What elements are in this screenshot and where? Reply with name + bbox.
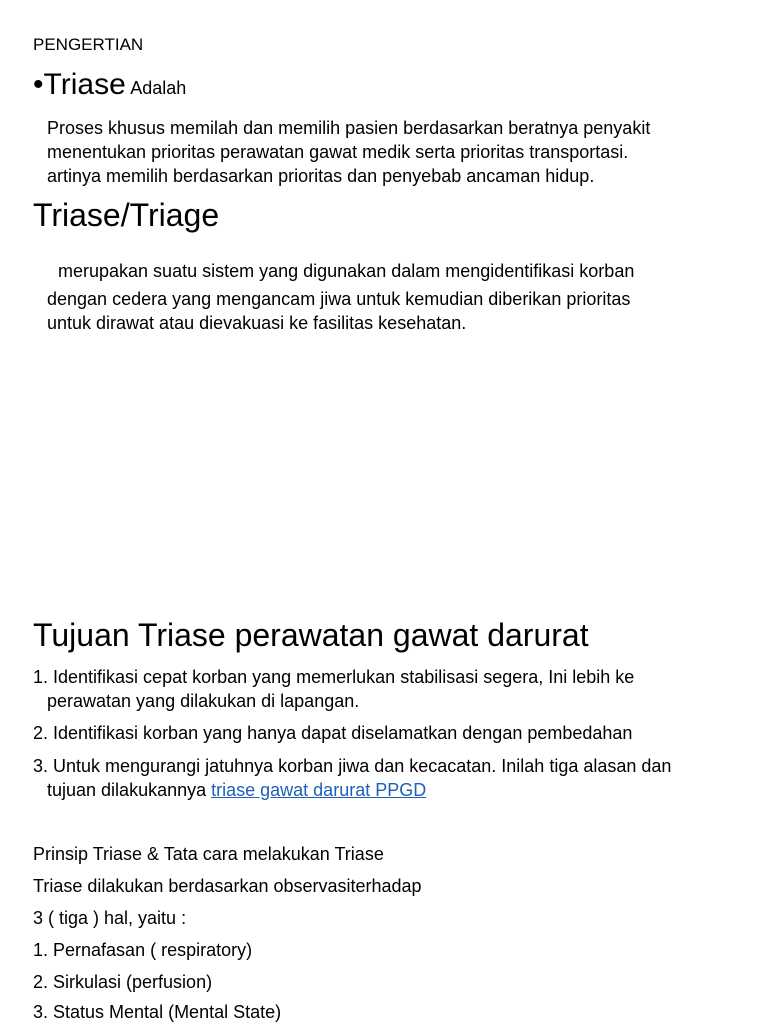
tujuan-item-3-line-2 — [47, 780, 426, 801]
tujuan-item-1-line-2: perawatan yang dilakukan di lapangan. — [47, 691, 360, 711]
tujuan-item-3-line-1: 3. Untuk mengurangi jatuhnya korban jiwa dan kecacatan. Inilah tiga alasan dan — [33, 756, 672, 776]
prinsip-title: Prinsip Triase & Tata cara melakukan Triase — [33, 844, 384, 864]
definition-line-3: artinya memilih berdasarkan prioritas dan penyebab ancaman hidup. — [47, 166, 595, 186]
bullet-icon: • — [33, 68, 44, 101]
tujuan-heading: Tujuan Triase perawatan gawat darurat — [33, 617, 589, 653]
triage-line-1: merupakan suatu sistem yang digunakan dalam mengidentifikasi korban — [58, 261, 635, 281]
triage-line-2: dengan cedera yang mengancam jiwa untuk kemudian diberikan prioritas — [47, 289, 631, 309]
tujuan-item-2: 2. Identifikasi korban yang hanya dapat diselamatkan dengan pembedahan — [33, 723, 633, 743]
prinsip-line-1: Triase dilakukan berdasarkan observasiterhadap — [33, 876, 422, 896]
definition-term: Triase — [43, 68, 126, 101]
triage-line-3: untuk dirawat atau dievakuasi ke fasilitas kesehatan. — [47, 313, 467, 333]
prinsip-item-3: 3. Status Mental (Mental State) — [33, 1002, 282, 1022]
prinsip-item-1: 1. Pernafasan ( respiratory) — [33, 940, 253, 960]
tujuan-item-3-prefix: tujuan dilakukannya — [47, 780, 212, 800]
triage-heading: Triase/Triage — [33, 197, 220, 233]
triase-ppgd-link[interactable]: triase gawat darurat PPGD — [211, 780, 427, 800]
tujuan-item-1-line-1: 1. Identifikasi cepat korban yang memerlukan stabilisasi segera, Ini lebih ke — [33, 667, 635, 687]
definition-line-2: menentukan prioritas perawatan gawat medik serta prioritas transportasi. — [47, 142, 629, 162]
prinsip-item-2: 2. Sirkulasi (perfusion) — [33, 972, 213, 992]
header-label: PENGERTIAN — [33, 35, 144, 54]
definition-line-1: Proses khusus memilah dan memilih pasien berdasarkan beratnya penyakit — [47, 118, 651, 138]
prinsip-line-2: 3 ( tiga ) hal, yaitu : — [33, 908, 187, 928]
definition-term-row — [33, 68, 186, 102]
definition-term-suffix: Adalah — [130, 78, 187, 98]
